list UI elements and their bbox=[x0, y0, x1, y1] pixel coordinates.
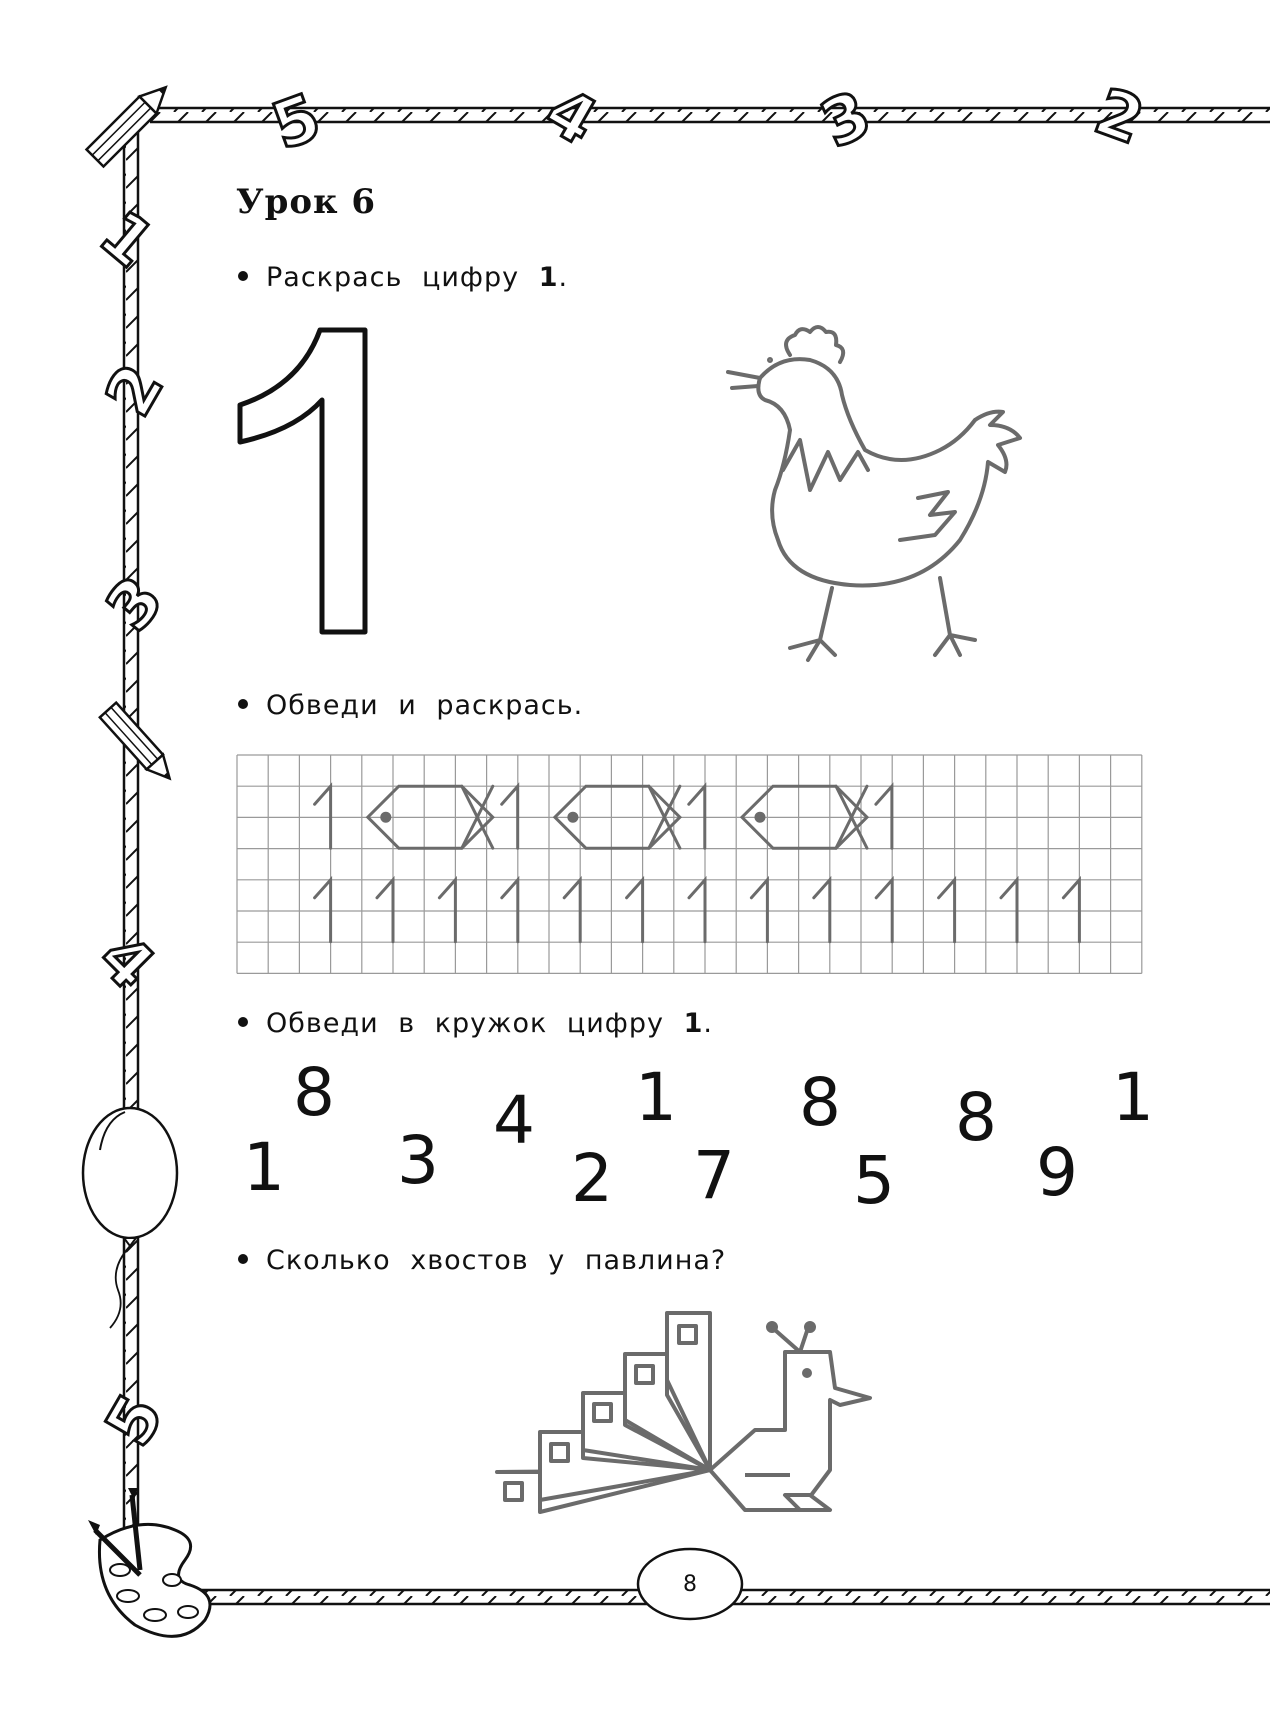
task-3 bbox=[238, 1008, 713, 1039]
border-number-left: 3 bbox=[92, 563, 179, 646]
tracing-grid bbox=[237, 755, 1142, 973]
lesson-title: Урок 6 bbox=[236, 182, 377, 222]
task-end: . bbox=[558, 262, 569, 293]
bullet bbox=[238, 1017, 248, 1027]
scattered-digit: 2 bbox=[571, 1140, 613, 1217]
scattered-digit: 4 bbox=[493, 1082, 535, 1159]
left-border-rope bbox=[124, 120, 138, 1600]
bullet bbox=[238, 271, 248, 281]
scattered-digit: 1 bbox=[635, 1059, 677, 1136]
border-number-top: 2 bbox=[1085, 74, 1153, 160]
bullet bbox=[238, 1254, 248, 1264]
border-number-top: 3 bbox=[810, 77, 883, 164]
task-end: . bbox=[703, 1008, 713, 1039]
scattered-digit: 8 bbox=[799, 1064, 841, 1141]
page-number: 8 bbox=[683, 1572, 697, 1597]
border-number-top: 4 bbox=[532, 73, 609, 161]
task-4 bbox=[238, 1245, 726, 1276]
task-2 bbox=[238, 690, 583, 721]
border-number-top: 5 bbox=[263, 80, 331, 165]
tracing-grid-content bbox=[315, 786, 1080, 942]
scattered-digit: 9 bbox=[1036, 1134, 1078, 1211]
task-text: Раскрась цифру bbox=[266, 262, 539, 293]
big-number-one-outline bbox=[240, 330, 365, 632]
scattered-digit: 1 bbox=[1112, 1059, 1154, 1136]
task-1 bbox=[238, 262, 568, 293]
scattered-digit: 3 bbox=[397, 1122, 439, 1199]
border-number-left: 4 bbox=[84, 920, 168, 1005]
hen-drawing bbox=[728, 327, 1020, 660]
peacock-drawing bbox=[497, 1313, 870, 1512]
scattered-digit: 7 bbox=[693, 1137, 735, 1214]
scattered-digit: 8 bbox=[293, 1054, 335, 1131]
task-text: Обведи и раскрась. bbox=[266, 690, 584, 721]
scattered-digit: 1 bbox=[243, 1129, 285, 1206]
task-digit: 1 bbox=[538, 262, 559, 293]
scattered-digit: 5 bbox=[853, 1142, 895, 1219]
task-digit: 1 bbox=[683, 1008, 704, 1039]
task-text: Обведи в кружок цифру bbox=[266, 1008, 684, 1039]
border-number-left: 1 bbox=[85, 197, 168, 283]
scattered-digit: 8 bbox=[955, 1079, 997, 1156]
border-number-left: 2 bbox=[92, 352, 179, 429]
border-number-left: 5 bbox=[92, 1382, 179, 1459]
top-border-rope bbox=[150, 108, 1270, 122]
bullet bbox=[238, 699, 248, 709]
task-text: Сколько хвостов у павлина? bbox=[266, 1245, 727, 1276]
palette-icon bbox=[88, 1488, 210, 1636]
